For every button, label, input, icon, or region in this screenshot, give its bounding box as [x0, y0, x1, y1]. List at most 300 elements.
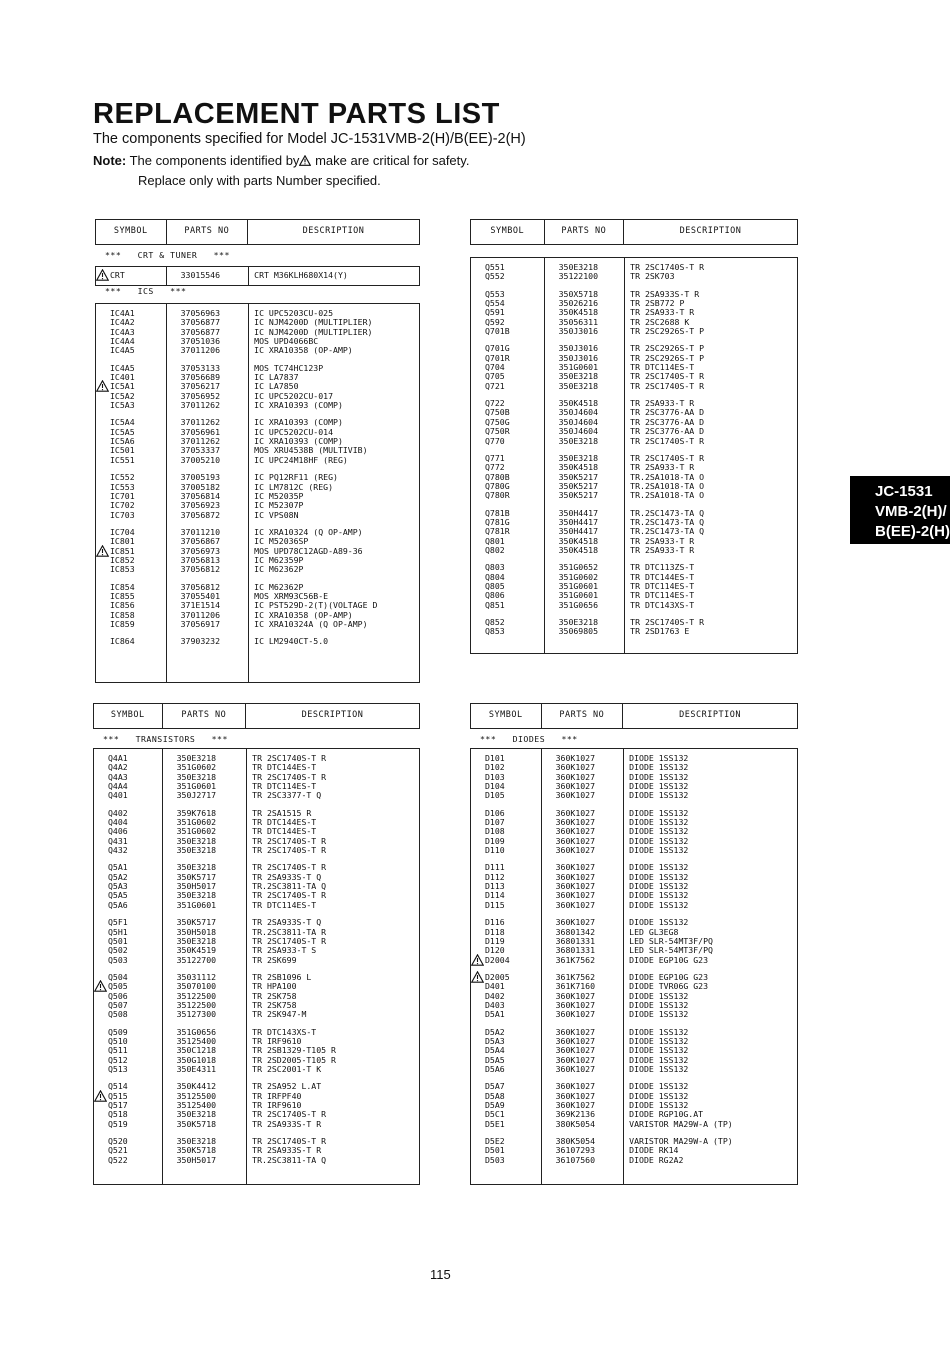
part-description-text: DIODE 1SS132 — [629, 1009, 689, 1020]
part-description — [245, 1010, 419, 1019]
part-number-text: 37056812 — [180, 581, 221, 592]
part-symbol-text: IC859 — [110, 618, 135, 629]
part-description-text: IC NJM4200D (MULTIPLIER) — [254, 317, 373, 328]
table-row — [471, 491, 797, 500]
part-number — [541, 901, 623, 910]
part-symbol-text: Q552 — [485, 271, 505, 282]
part-number-text: 350E3218 — [176, 935, 217, 946]
part-description-text: TR 2SA933-T R — [630, 398, 695, 409]
part-number-text: 35125500 — [176, 1090, 217, 1101]
part-number-text: 35125400 — [176, 1035, 217, 1046]
part-symbol-text: Q701R — [485, 352, 510, 363]
part-number-text: 37011262 — [180, 436, 221, 447]
part-description-text: TR 2SA1515 R — [252, 807, 312, 818]
part-symbol-text: Q404 — [108, 817, 128, 828]
part-number-text: 360K1027 — [555, 990, 596, 1001]
part-symbol-text: CRT — [110, 270, 125, 280]
part-number-text: 360K1027 — [555, 1063, 596, 1074]
column-header-symbol: SYMBOL — [110, 710, 145, 721]
part-symbol-text: Q591 — [485, 307, 505, 318]
part-symbol — [96, 511, 166, 520]
part-description-text: TR 2SA933S-T R — [630, 288, 700, 299]
part-symbol-text: Q519 — [108, 1118, 128, 1129]
part-description — [622, 901, 797, 910]
part-symbol-text: D118 — [485, 926, 505, 937]
table-header — [470, 703, 798, 729]
part-number-text: 350H5017 — [176, 881, 217, 892]
part-symbol — [471, 454, 544, 463]
part-symbol — [471, 1082, 541, 1091]
part-number-text: 360K1027 — [555, 999, 596, 1010]
part-symbol — [471, 546, 544, 555]
part-description-text: TR 2SC3776-AA D — [630, 407, 705, 418]
side-tab-line2: VMB-2(H)/ — [875, 503, 947, 520]
part-symbol — [96, 346, 166, 355]
column-header-symbol: SYMBOL — [488, 710, 523, 721]
part-description-text: TR.2SC1473-TA Q — [630, 526, 705, 537]
part-description-text: TR 2SC1740S-T R — [630, 371, 705, 382]
part-description-text: TR IRFPF40 — [252, 1090, 302, 1101]
part-description-text: TR 2SC1740S-T R — [252, 862, 327, 873]
part-symbol — [471, 937, 541, 946]
part-symbol-text: D5A8 — [485, 1090, 505, 1101]
part-description — [245, 846, 419, 855]
part-number-text: 371E1514 — [180, 600, 221, 611]
part-symbol — [471, 537, 544, 546]
part-number-text: 350E3218 — [558, 262, 599, 272]
part-number — [544, 437, 624, 446]
part-number-text: 350K5217 — [558, 480, 599, 491]
part-symbol — [471, 591, 544, 600]
part-symbol-text: D115 — [485, 899, 505, 910]
part-description-text: TR 2SC3776-AA D — [630, 426, 705, 437]
part-description-text: IC UPC24M18HF (REG) — [254, 454, 348, 465]
part-description-text: IC XRA10324A (Q OP-AMP) — [254, 618, 368, 629]
part-number-text: 37056963 — [180, 308, 221, 318]
part-description-text: IC M62362P — [254, 564, 304, 575]
part-symbol-text: Q507 — [108, 999, 128, 1010]
part-number — [544, 382, 624, 391]
part-number-text: 35070100 — [176, 981, 217, 992]
part-symbol — [471, 982, 541, 991]
part-description — [623, 272, 797, 281]
part-number-text: 350H4417 — [558, 507, 599, 518]
part-number-text: 37005210 — [180, 454, 221, 465]
part-symbol — [471, 1056, 541, 1065]
part-symbol-text: D402 — [485, 990, 505, 1001]
part-symbol-text: IC702 — [110, 500, 135, 511]
part-symbol — [96, 620, 166, 629]
part-symbol — [94, 956, 162, 965]
part-number-text: 360K1027 — [555, 790, 596, 801]
table-header — [95, 219, 420, 245]
part-description — [623, 546, 797, 555]
part-symbol — [94, 846, 162, 855]
page-title: REPLACEMENT PARTS LIST — [93, 98, 500, 130]
part-symbol — [471, 827, 541, 836]
part-symbol — [471, 928, 541, 937]
part-symbol-text: D104 — [485, 781, 505, 792]
part-number-text: 350E3218 — [176, 845, 217, 856]
part-number-text: 37051036 — [180, 336, 221, 347]
part-description-text: TR.2SC3811-TA R — [252, 926, 327, 937]
part-description-text: TR 2SC1740S-T R — [252, 845, 327, 856]
part-description-text: TR 2SK947-M — [252, 1009, 307, 1020]
part-number — [544, 601, 624, 610]
part-symbol — [471, 773, 541, 782]
part-symbol-text: Q705 — [485, 371, 505, 382]
part-number-text: 380K5054 — [555, 1136, 596, 1147]
part-number-text: 37056814 — [180, 490, 221, 501]
part-number — [162, 901, 246, 910]
part-number-text: 360K1027 — [555, 807, 596, 818]
part-description-text: VARISTOR MA29W-A (TP) — [629, 1118, 733, 1129]
part-symbol — [471, 782, 541, 791]
part-symbol — [471, 372, 544, 381]
part-symbol — [471, 791, 541, 800]
part-description-text: TR 2SC2926S-T P — [630, 352, 705, 363]
part-number-text: 380K5054 — [555, 1118, 596, 1129]
part-number — [162, 1120, 246, 1129]
part-symbol-text: D110 — [485, 845, 505, 856]
part-symbol-text: D107 — [485, 817, 505, 828]
part-number-text: 350E3218 — [176, 890, 217, 901]
part-symbol-text: IC4A5 — [110, 362, 135, 373]
part-description-text: TR 2SB1329-T105 R — [252, 1045, 336, 1056]
part-symbol-text: IC5A1 — [110, 381, 135, 392]
part-symbol-text: D2005 — [485, 971, 510, 982]
safety-critical-icon — [96, 380, 109, 392]
part-number-text: 350J4604 — [558, 426, 599, 437]
part-description-text: IC PQ12RF11 (REG) — [254, 472, 338, 483]
part-symbol — [96, 565, 166, 574]
note-text: The components identified by — [129, 153, 300, 168]
part-symbol-text: D114 — [485, 890, 505, 901]
part-symbol — [471, 1101, 541, 1110]
column-header-parts-no: PARTS NO — [544, 220, 624, 244]
part-symbol-text: Q432 — [108, 845, 128, 856]
part-symbol-text: Q512 — [108, 1054, 128, 1065]
part-number — [166, 565, 248, 574]
table-row — [471, 272, 797, 281]
part-number-text: 350K5717 — [176, 871, 217, 882]
part-description-text: DIODE RK14 — [629, 1145, 679, 1156]
part-number-text: 33015546 — [180, 270, 221, 280]
part-symbol-text: Q781B — [485, 507, 510, 518]
part-symbol-text: D103 — [485, 771, 505, 782]
part-symbol-text: D111 — [485, 862, 505, 873]
part-number — [166, 346, 248, 355]
part-symbol-text: Q406 — [108, 826, 128, 837]
part-symbol-text: D5A1 — [485, 1009, 505, 1020]
part-symbol-text: Q750G — [485, 416, 510, 427]
table-row — [471, 601, 797, 610]
part-description-text: TR 2SB772 P — [630, 298, 685, 309]
part-symbol — [94, 1120, 162, 1129]
part-symbol — [471, 973, 541, 982]
column-header-parts-no: PARTS NO — [162, 704, 245, 728]
part-number — [166, 456, 248, 465]
part-description-text: TR 2SC1740S-T R — [630, 435, 705, 446]
part-symbol — [471, 272, 544, 281]
part-number-text: 350K4518 — [558, 307, 599, 318]
part-symbol — [471, 327, 544, 336]
part-description-text: TR IRF9610 — [252, 1035, 302, 1046]
part-number-text: 351G0656 — [558, 599, 599, 610]
part-symbol-text: D5A5 — [485, 1054, 505, 1065]
part-number-text: 37056877 — [180, 326, 221, 337]
part-symbol — [471, 263, 544, 272]
part-number — [544, 627, 624, 636]
part-symbol — [471, 901, 541, 910]
part-description-text: VARISTOR MA29W-A (TP) — [629, 1136, 733, 1147]
part-description-text: TR 2SA933S-T R — [252, 1118, 322, 1129]
part-symbol-text: Q4A4 — [108, 781, 128, 792]
part-number-text: 350K5717 — [176, 917, 217, 928]
part-symbol — [471, 563, 544, 572]
part-number-text: 351G0602 — [176, 817, 217, 828]
part-description-text: MOS TC74HC123P — [254, 362, 324, 373]
part-symbol — [96, 637, 166, 646]
part-number-text: 360K1027 — [555, 1035, 596, 1046]
page-number: 115 — [430, 1267, 451, 1282]
part-number — [541, 956, 623, 965]
part-symbol — [471, 437, 544, 446]
part-symbol-text: D5A3 — [485, 1035, 505, 1046]
part-description-text: IC VPS08N — [254, 509, 299, 520]
part-description-text: DIODE 1SS132 — [629, 790, 689, 801]
part-symbol-text: IC5A4 — [110, 417, 135, 428]
part-number-text: 360K1027 — [555, 1081, 596, 1092]
model-side-tab — [850, 476, 950, 544]
part-symbol — [471, 863, 541, 872]
part-description-text: DIODE TVR06G G23 — [629, 981, 709, 992]
part-description-text: TR 2SC1740S-T R — [630, 617, 705, 627]
part-description — [622, 1156, 797, 1165]
part-description-text: LED GL3EG8 — [629, 926, 679, 937]
part-description-text: DIODE 1SS132 — [629, 835, 689, 846]
part-symbol — [471, 573, 544, 582]
part-number-text: 350C1218 — [176, 1045, 217, 1056]
part-symbol-text: Q4A2 — [108, 762, 128, 773]
part-description-text: DIODE 1SS132 — [629, 762, 689, 773]
part-symbol-text: D403 — [485, 999, 505, 1010]
part-number-text: 350E4311 — [176, 1063, 217, 1074]
part-number-text: 351G0602 — [176, 826, 217, 837]
part-symbol — [471, 290, 544, 299]
part-symbol-text: Q801 — [485, 535, 505, 546]
part-number — [541, 1120, 623, 1129]
part-symbol — [471, 992, 541, 1001]
part-description-text: LED SLR-54MT3F/PQ — [629, 935, 713, 946]
part-symbol — [471, 818, 541, 827]
part-number-text: 360K1027 — [555, 881, 596, 892]
part-description-text: DIODE RGP10G.AT — [629, 1109, 704, 1120]
part-description-text: TR DTC144ES-T — [252, 762, 317, 773]
part-symbol — [471, 1001, 541, 1010]
part-description-text: IC XRA10393 (COMP) — [254, 436, 343, 447]
part-description-text: TR DTC143XS-T — [630, 599, 695, 610]
section-heading: *** ICS *** — [105, 286, 187, 296]
part-symbol — [471, 1156, 541, 1165]
part-description-text: TR 2SC1740S-T R — [252, 1136, 327, 1147]
row-list — [96, 271, 419, 280]
part-symbol-text: Q781R — [485, 526, 510, 537]
part-number-text: 351G0601 — [176, 781, 217, 792]
part-description — [623, 491, 797, 500]
part-symbol-text: Q5A3 — [108, 881, 128, 892]
part-description-text: TR HPA100 — [252, 981, 297, 992]
part-number-text: 350K4412 — [176, 1081, 217, 1092]
part-symbol-text: Q772 — [485, 462, 505, 473]
section-box — [470, 748, 798, 1185]
part-number-text: 35031112 — [176, 971, 217, 982]
part-description-text: IC UPC5203CU-025 — [254, 308, 334, 318]
part-description-text: TR DTC114ES-T — [630, 580, 695, 591]
part-description — [623, 382, 797, 391]
part-number — [541, 846, 623, 855]
part-symbol-text: D401 — [485, 981, 505, 992]
part-description-text: DIODE 1SS132 — [629, 1081, 689, 1092]
table-row — [471, 546, 797, 555]
part-description-text: IC M52035P — [254, 490, 304, 501]
part-symbol-text: Q701G — [485, 343, 510, 354]
part-number-text: 360K1027 — [555, 917, 596, 928]
part-number-text: 37056877 — [180, 317, 221, 328]
part-number-text: 37056813 — [180, 554, 221, 565]
part-description — [245, 1156, 419, 1165]
table-row — [471, 846, 797, 855]
part-symbol-text: IC856 — [110, 600, 135, 611]
safety-note-line2: Replace only with parts Number specified. — [138, 173, 381, 188]
part-symbol-text: Q770 — [485, 435, 505, 446]
part-description-text: IC LM7812C (REG) — [254, 481, 334, 492]
part-description — [622, 846, 797, 855]
part-description-text: TR 2SD2005-T105 R — [252, 1054, 336, 1065]
part-symbol-text: D5A6 — [485, 1063, 505, 1074]
table-row — [471, 382, 797, 391]
part-description-text: TR 2SK699 — [252, 954, 297, 965]
part-symbol-text: D5A7 — [485, 1081, 505, 1092]
part-number-text: 360K1027 — [555, 753, 596, 763]
part-description — [245, 791, 419, 800]
part-description-text: DIODE 1SS132 — [629, 1100, 689, 1110]
part-symbol-text: IC852 — [110, 554, 135, 565]
section-heading: *** DIODES *** — [480, 734, 578, 744]
part-number — [544, 272, 624, 281]
table-row — [96, 637, 419, 646]
part-symbol — [471, 1065, 541, 1074]
part-symbol-text: Q502 — [108, 945, 128, 956]
table-row — [94, 1156, 419, 1165]
part-description-text: TR 2SK703 — [630, 271, 675, 282]
safety-critical-icon — [96, 269, 109, 281]
part-description — [623, 327, 797, 336]
part-description-text: TR 2SC2688 K — [630, 316, 690, 327]
column-header-parts-no: PARTS NO — [166, 220, 248, 244]
note-text-end: make are critical for safety. — [315, 153, 470, 168]
part-description-text: TR 2SC2926S-T P — [630, 343, 705, 354]
part-number-text: 360K1027 — [555, 771, 596, 782]
part-number-text: 350K4518 — [558, 462, 599, 473]
part-description — [622, 1120, 797, 1129]
part-symbol-text: IC4A3 — [110, 326, 135, 337]
part-symbol — [471, 527, 544, 536]
part-description — [247, 271, 419, 280]
part-description-text: TR 2SA933-T R — [630, 307, 695, 318]
part-number — [166, 271, 248, 280]
part-description-text: IC M52036SP — [254, 536, 309, 547]
part-symbol — [96, 456, 166, 465]
part-description-text: TR DTC114ES-T — [630, 590, 695, 601]
part-symbol-text: IC854 — [110, 581, 135, 592]
part-symbol-text: Q513 — [108, 1063, 128, 1074]
part-number-text: 351G0601 — [558, 590, 599, 601]
part-description — [247, 637, 419, 646]
part-number-text: 35056311 — [558, 316, 599, 327]
part-description-text: TR 2SC1740S-T R — [252, 835, 327, 846]
table-row — [96, 456, 419, 465]
part-symbol-text: Q506 — [108, 990, 128, 1001]
part-number — [541, 1156, 623, 1165]
table-row — [96, 346, 419, 355]
part-description — [247, 346, 419, 355]
part-number-text: 360K1027 — [555, 835, 596, 846]
part-number-text: 360K1027 — [555, 862, 596, 873]
part-number-text: 350H4417 — [558, 526, 599, 537]
part-description-text: TR 2SA952 L.AT — [252, 1081, 322, 1092]
column-header-parts-no: PARTS NO — [541, 704, 623, 728]
part-description-text: TR 2SC1740S-T R — [252, 753, 327, 763]
part-number — [162, 1010, 246, 1019]
part-number — [162, 791, 246, 800]
part-symbol-text: IC801 — [110, 536, 135, 547]
part-number — [162, 1065, 246, 1074]
table-row — [471, 437, 797, 446]
table-row — [96, 401, 419, 410]
part-number-text: 350J4604 — [558, 416, 599, 427]
part-number-text: 36107560 — [555, 1154, 596, 1165]
part-symbol-text: Q551 — [485, 262, 505, 272]
part-number — [162, 1156, 246, 1165]
part-symbol-text: Q750R — [485, 426, 510, 437]
part-number-text: 350E3218 — [176, 753, 217, 763]
part-description-text: IC XRA10324 (Q OP-AMP) — [254, 526, 363, 537]
part-number-text: 351G0652 — [558, 562, 599, 573]
part-description-text: TR 2SC1740S-T R — [252, 935, 327, 946]
part-description — [247, 401, 419, 410]
part-description-text: MOS XRM93C56B-E — [254, 590, 329, 601]
part-symbol-text: IC5A6 — [110, 436, 135, 447]
part-description-text: DIODE 1SS132 — [629, 826, 689, 837]
part-symbol-text: IC552 — [110, 472, 135, 483]
part-symbol-text: D105 — [485, 790, 505, 801]
part-symbol — [471, 1137, 541, 1146]
part-symbol-text: Q503 — [108, 954, 128, 965]
part-symbol-text: Q5A2 — [108, 871, 128, 882]
part-description-text: DIODE 1SS132 — [629, 890, 689, 901]
part-description — [245, 1065, 419, 1074]
part-description-text: TR DTC114ES-T — [630, 362, 695, 373]
part-number-text: 37053337 — [180, 445, 221, 456]
part-number — [166, 637, 248, 646]
part-symbol-text: Q501 — [108, 935, 128, 946]
part-description-text: TR 2SC3776-AA D — [630, 416, 705, 427]
part-number-text: 37011210 — [180, 526, 221, 537]
part-symbol-text: D102 — [485, 762, 505, 773]
part-symbol-text: D116 — [485, 917, 505, 928]
part-description-text: IC XRA10393 (COMP) — [254, 417, 343, 428]
